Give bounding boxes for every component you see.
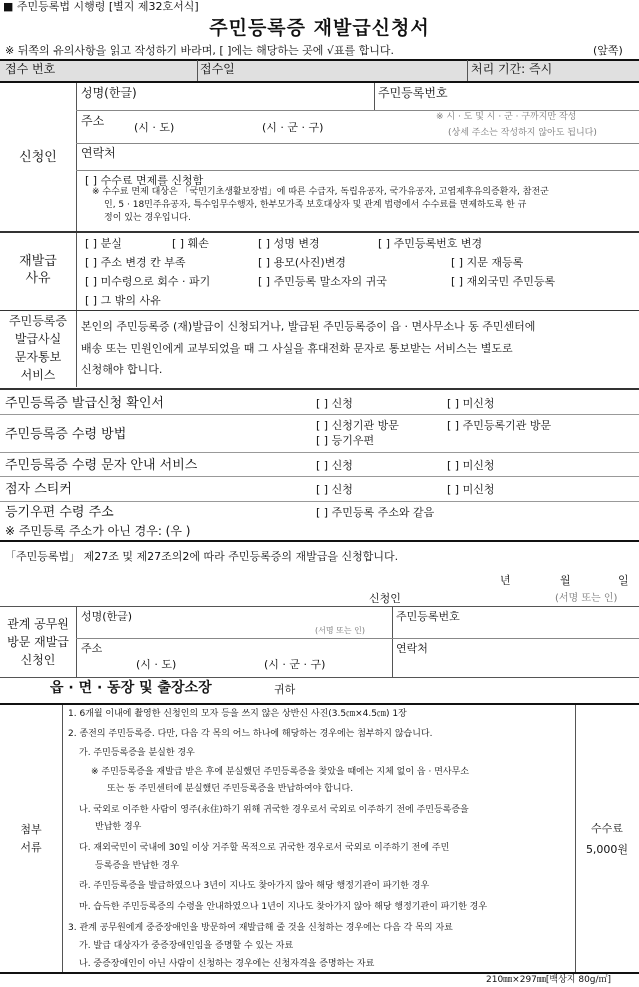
visit-contact-label: 연락처 — [396, 642, 428, 655]
visit-section-label-1: 관계 공무원 — [7, 617, 69, 631]
signer-label: 신청인 — [369, 592, 401, 605]
fee-exemption-note-1: ※ 수수료 면제 대상은 「국민기초생활보장법」에 따른 수급자, 독립유공자, 국가유공자, 고엽제후유의증환자, 참전군 — [92, 187, 549, 197]
date-month-label: 월 — [560, 574, 571, 587]
visit-address-label: 주소 — [81, 642, 103, 655]
reason-name-change-checkbox[interactable]: [ ] 성명 변경 — [258, 237, 320, 250]
sms-guide-decline-checkbox[interactable]: [ ] 미신청 — [447, 459, 495, 472]
addressee-suffix: 귀하 — [274, 683, 296, 696]
attachment-item-2a: 가. 주민등록증을 분실한 경우 — [79, 748, 195, 758]
sms-label-2: 발급사실 — [14, 332, 62, 346]
confirmation-decline-checkbox[interactable]: [ ] 미신청 — [447, 397, 495, 410]
applicant-contact-label: 연락처 — [81, 146, 116, 160]
applicant-rrn-label: 주민등록번호 — [378, 86, 448, 100]
instruction-note: ※ 뒤쪽의 유의사항을 읽고 작성하기 바라며, [ ]에는 해당하는 곳에 √표를 합니다. — [5, 44, 395, 57]
receipt-number-label: 접수 번호 — [5, 62, 56, 76]
receipt-method-label: 주민등록증 수령 방법 — [5, 427, 127, 442]
reason-return-checkbox[interactable]: [ ] 주민등록 말소자의 귀국 — [258, 275, 387, 288]
reason-rrn-change-checkbox[interactable]: [ ] 주민등록번호 변경 — [378, 237, 483, 250]
mail-address-label: 등기우편 수령 주소 — [5, 505, 114, 520]
attachment-item-3: 3. 관계 공무원에게 중증장애인을 방문하여 재발급해 줄 것을 신청하는 경우에는 다음 각 목의 자료 — [68, 923, 453, 933]
attachment-item-2a-note-2: 또는 동 주민센터에 분실했던 주민등록증을 반납하여야 합니다. — [107, 784, 354, 794]
attachments-label-2: 서류 — [20, 841, 42, 854]
reason-lost-checkbox[interactable]: [ ] 분실 — [85, 237, 122, 250]
mail-address-note: ※ 주민등록 주소가 아닌 경우: (우 ) — [5, 524, 191, 538]
confirmation-option-label: 주민등록증 발급신청 확인서 — [5, 396, 164, 411]
sms-description-3: 신청해야 합니다. — [81, 363, 163, 376]
reason-photo-change-checkbox[interactable]: [ ] 용모(사진)변경 — [258, 256, 346, 269]
fee-exemption-note-3: 정이 있는 경우입니다. — [104, 213, 191, 223]
visit-address-sigungu: (시 · 군 · 구) — [264, 658, 326, 671]
fee-exemption-note-2: 인, 5 · 18민주유공자, 특수임무수행자, 한부모가족 보호대상자 및 관계 법령에서 수수료를 면제하도록 한 규 — [104, 200, 527, 210]
method-office-visit-checkbox[interactable]: [ ] 신청기관 방문 — [316, 419, 399, 432]
reason-uncollected-checkbox[interactable]: [ ] 미수령으로 회수 · 파기 — [85, 275, 211, 288]
attachment-item-2: 2. 종전의 주민등록증. 다만, 다음 각 목의 어느 하나에 해당하는 경우에는 첨부하지 않습니다. — [68, 729, 433, 739]
addressee-title: 읍 · 면 · 동장 및 출장소장 — [50, 680, 212, 696]
attachment-item-1: 1. 6개월 이내에 촬영한 신청인의 모자 등을 쓰지 않은 상반신 사진(3.5㎝×4.5㎝) 1장 — [68, 709, 407, 719]
sms-label-4: 서비스 — [20, 368, 56, 382]
visit-sign-note: (서명 또는 인) — [315, 626, 365, 635]
form-reference: ■ 주민등록법 시행령 [별지 제32호서식] — [3, 0, 199, 13]
form-title: 주민등록증 재발급신청서 — [209, 17, 430, 39]
braille-apply-checkbox[interactable]: [ ] 신청 — [316, 483, 353, 496]
reason-section-label-2: 사유 — [25, 271, 51, 286]
visit-name-label: 성명(한글) — [81, 610, 133, 623]
visit-section-label-2: 방문 재발급 — [7, 635, 69, 649]
attachment-item-2c-1: 다. 재외국민이 국내에 30일 이상 거주할 목적으로 귀국한 경우로서 국외로 이주하기 전에 주민 — [79, 843, 450, 853]
reason-address-space-checkbox[interactable]: [ ] 주소 변경 칸 부족 — [85, 256, 186, 269]
sms-description-2: 배송 또는 민원인에게 교부되었을 때 그 사실을 휴대전화 문자로 통보받는 서비스는 별도로 — [81, 342, 513, 355]
mail-same-address-checkbox[interactable]: [ ] 주민등록 주소와 같음 — [316, 506, 435, 519]
address-note-1: ※ 시 · 도 및 시 · 군 · 구까지만 작성 — [436, 112, 577, 122]
visit-address-sido: (시 · 도) — [136, 658, 177, 671]
reason-fingerprint-checkbox[interactable]: [ ] 지문 재등록 — [451, 256, 524, 269]
applicant-name-label: 성명(한글) — [81, 86, 137, 100]
fee-label: 수수료 — [591, 822, 623, 835]
applicant-section-label: 신청인 — [19, 150, 57, 165]
page-side-label: (앞쪽) — [593, 44, 623, 57]
method-registry-visit-checkbox[interactable]: [ ] 주민등록기관 방문 — [447, 419, 552, 432]
attachment-item-3b: 나. 중증장애인이 아닌 사람이 신청하는 경우에는 신청자격을 증명하는 자료 — [79, 959, 375, 969]
attachment-item-2b-2: 반납한 경우 — [95, 822, 142, 832]
declaration-text: 「주민등록법」 제27조 및 제27조의2에 따라 주민등록증의 재발급을 신청합니다. — [5, 550, 399, 563]
visit-section-label-3: 신청인 — [20, 653, 56, 667]
date-year-label: 년 — [500, 574, 511, 587]
braille-option-label: 점자 스티커 — [5, 482, 72, 497]
sms-guide-option-label: 주민등록증 수령 문자 안내 서비스 — [5, 458, 198, 473]
applicant-address-label: 주소 — [81, 114, 105, 128]
paper-spec: 210㎜×297㎜[백상지 80g/㎡] — [486, 975, 612, 985]
attachment-item-3a: 가. 발급 대상자가 중증장애인임을 증명할 수 있는 자료 — [79, 941, 294, 951]
attachments-label-1: 첨부 — [20, 823, 42, 836]
braille-decline-checkbox[interactable]: [ ] 미신청 — [447, 483, 495, 496]
attachment-item-2a-note-1: ※ 주민등록증을 재발급 받은 후에 분실했던 주민등록증을 찾았을 때에는 지체 없이 읍 · 면사무소 — [91, 767, 469, 777]
reason-section-label-1: 재발급 — [19, 254, 57, 269]
confirmation-apply-checkbox[interactable]: [ ] 신청 — [316, 397, 353, 410]
sms-description-1: 본인의 주민등록증 (재)발급이 신청되거나, 발급된 주민등록증이 읍 · 면사무소나 동 주민센터에 — [81, 320, 536, 333]
address-sido-label: (시 · 도) — [134, 121, 175, 134]
method-registered-mail-checkbox[interactable]: [ ] 등기우편 — [316, 434, 375, 447]
processing-period-label: 처리 기간: 즉시 — [471, 62, 553, 76]
reason-damaged-checkbox[interactable]: [ ] 훼손 — [172, 237, 209, 250]
attachment-item-2b-1: 나. 국외로 이주한 사람이 영주(永住)하기 위해 귀국한 경우로서 국외로 이주하기 전에 주민등록증을 — [79, 805, 469, 815]
sms-label-1: 주민등록증 — [9, 314, 67, 328]
receipt-date-label: 접수일 — [200, 62, 235, 76]
sms-guide-apply-checkbox[interactable]: [ ] 신청 — [316, 459, 353, 472]
sms-label-3: 문자통보 — [14, 350, 62, 364]
fee-amount: 5,000원 — [585, 843, 629, 856]
reason-other-checkbox[interactable]: [ ] 그 밖의 사유 — [85, 294, 161, 307]
signer-sign-note: (서명 또는 인) — [555, 593, 618, 604]
reason-overseas-checkbox[interactable]: [ ] 재외국민 주민등록 — [451, 275, 556, 288]
date-day-label: 일 — [618, 574, 629, 587]
visit-rrn-label: 주민등록번호 — [396, 610, 460, 623]
attachment-item-2e: 마. 습득한 주민등록증의 수령을 안내하였으나 1년이 지나도 찾아가지 않아 해당 행정기관이 파기한 경우 — [79, 902, 488, 912]
attachment-item-2d: 라. 주민등록증을 발급하였으나 3년이 지나도 찾아가지 않아 해당 행정기관이 파기한 경우 — [79, 881, 430, 891]
attachment-item-2c-2: 등록증을 반납한 경우 — [95, 861, 179, 871]
address-note-2: (상세 주소는 작성하지 않아도 됩니다) — [448, 128, 597, 138]
address-sigungu-label: (시 · 군 · 구) — [262, 121, 324, 134]
fee-exemption-checkbox[interactable]: [ ] 수수료 면제를 신청함 — [85, 174, 204, 187]
